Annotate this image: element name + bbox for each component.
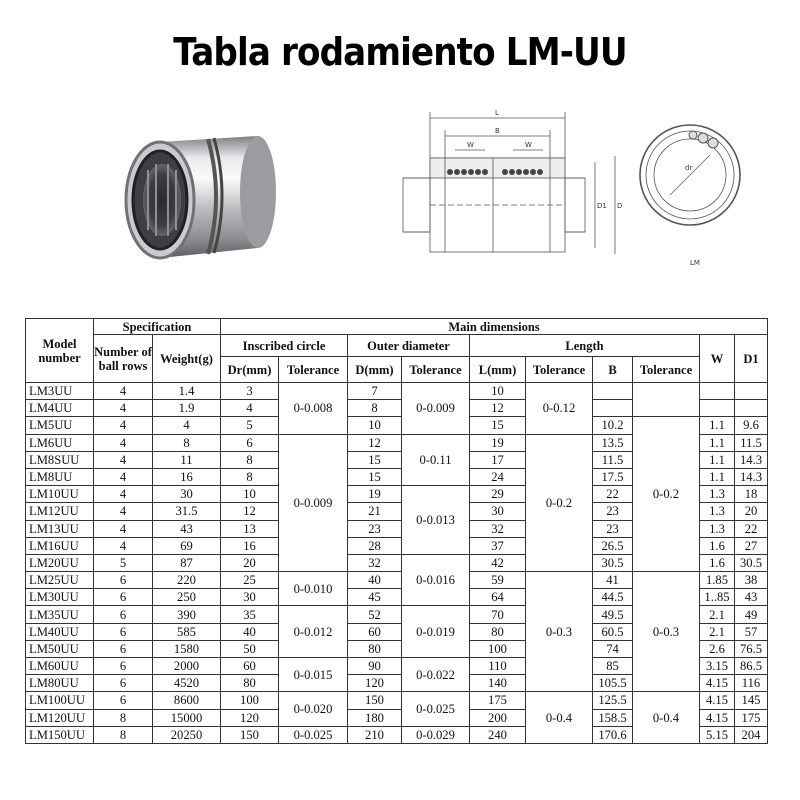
tolerance-d: 0-0.022	[402, 658, 470, 692]
cell-l: 110	[470, 658, 526, 675]
cell-model: LM20UU	[26, 554, 94, 571]
cell-d1: 86.5	[735, 658, 768, 675]
cell-b: 49.5	[593, 606, 633, 623]
cell-d1: 175	[735, 709, 768, 726]
cell-weight: 30	[153, 486, 221, 503]
cell-l: 240	[470, 726, 526, 743]
cell-w: 3.15	[700, 658, 735, 675]
cell-rows: 4	[94, 417, 153, 434]
cell-w: 4.15	[700, 692, 735, 709]
cell-dr: 50	[221, 640, 279, 657]
tolerance-b: 0-0.3	[633, 572, 700, 692]
cell-d1: 57	[735, 623, 768, 640]
cell-model: LM5UU	[26, 417, 94, 434]
cell-w: 2.1	[700, 606, 735, 623]
header-d: D(mm)	[348, 357, 402, 383]
cell-dr: 4	[221, 400, 279, 417]
label-D: D	[617, 202, 623, 210]
cell-weight: 11	[153, 451, 221, 468]
header-length: Length	[470, 335, 700, 357]
cell-rows: 6	[94, 675, 153, 692]
cell-dr: 120	[221, 709, 279, 726]
cell-model: LM60UU	[26, 658, 94, 675]
cell-b: 23	[593, 503, 633, 520]
cell-w: 2.6	[700, 640, 735, 657]
label-W2: W	[525, 141, 532, 149]
cell-rows: 8	[94, 726, 153, 743]
cell-model: LM6UU	[26, 434, 94, 451]
cell-l: 64	[470, 589, 526, 606]
cell-l: 80	[470, 623, 526, 640]
cell-model: LM40UU	[26, 623, 94, 640]
cell-d: 120	[348, 675, 402, 692]
cell-w	[700, 383, 735, 400]
cell-d: 210	[348, 726, 402, 743]
table-row	[26, 417, 768, 434]
cell-d: 19	[348, 486, 402, 503]
cell-d1	[735, 400, 768, 417]
cell-l: 10	[470, 383, 526, 400]
cell-d1: 11.5	[735, 434, 768, 451]
cell-model: LM3UU	[26, 383, 94, 400]
header-ball-rows: Number of ball rows	[94, 335, 153, 383]
cell-b: 13.5	[593, 434, 633, 451]
cell-weight: 8600	[153, 692, 221, 709]
cell-model: LM8UU	[26, 468, 94, 485]
cell-model: LM16UU	[26, 537, 94, 554]
table-row	[26, 692, 768, 709]
cell-d: 90	[348, 658, 402, 675]
cell-dr: 35	[221, 606, 279, 623]
cell-weight: 1.9	[153, 400, 221, 417]
cell-rows: 4	[94, 537, 153, 554]
tolerance-d: 0-0.11	[402, 434, 470, 486]
cell-model: LM80UU	[26, 675, 94, 692]
specification-table-container	[25, 318, 768, 744]
cell-d1: 49	[735, 606, 768, 623]
cell-rows: 4	[94, 383, 153, 400]
cell-b: 22	[593, 486, 633, 503]
cell-dr: 80	[221, 675, 279, 692]
cell-d: 28	[348, 537, 402, 554]
tolerance-dr: 0-0.009	[279, 434, 348, 572]
tolerance-dr: 0-0.015	[279, 658, 348, 692]
cell-d: 80	[348, 640, 402, 657]
cell-rows: 5	[94, 554, 153, 571]
cell-dr: 30	[221, 589, 279, 606]
cell-d1: 43	[735, 589, 768, 606]
header-tolerance-l: Tolerance	[526, 357, 593, 383]
tolerance-dr: 0-0.025	[279, 726, 348, 743]
cell-weight: 4	[153, 417, 221, 434]
cell-model: LM120UU	[26, 709, 94, 726]
cell-d1: 27	[735, 537, 768, 554]
header-weight: Weight(g)	[153, 335, 221, 383]
label-D1: D1	[597, 202, 607, 210]
cell-rows: 4	[94, 434, 153, 451]
tolerance-b: 0-0.2	[633, 417, 700, 572]
cell-l: 19	[470, 434, 526, 451]
cell-rows: 6	[94, 658, 153, 675]
cell-d: 8	[348, 400, 402, 417]
cell-weight: 250	[153, 589, 221, 606]
cell-w: 1.3	[700, 486, 735, 503]
cell-b: 44.5	[593, 589, 633, 606]
cell-l: 17	[470, 451, 526, 468]
cell-w: 1..85	[700, 589, 735, 606]
cell-w: 1.1	[700, 451, 735, 468]
cell-d: 52	[348, 606, 402, 623]
cell-b: 10.2	[593, 417, 633, 434]
cell-model: LM100UU	[26, 692, 94, 709]
cell-d: 10	[348, 417, 402, 434]
header-dr: Dr(mm)	[221, 357, 279, 383]
cell-weight: 43	[153, 520, 221, 537]
cell-model: LM30UU	[26, 589, 94, 606]
cell-dr: 16	[221, 537, 279, 554]
cell-rows: 6	[94, 572, 153, 589]
cell-rows: 4	[94, 468, 153, 485]
cell-l: 175	[470, 692, 526, 709]
cell-weight: 69	[153, 537, 221, 554]
bearing-diagram	[385, 100, 745, 275]
cell-l: 29	[470, 486, 526, 503]
cell-rows: 6	[94, 640, 153, 657]
cell-l: 70	[470, 606, 526, 623]
cell-l: 32	[470, 520, 526, 537]
cell-b: 23	[593, 520, 633, 537]
cell-d1: 20	[735, 503, 768, 520]
cell-weight: 31.5	[153, 503, 221, 520]
cell-weight: 220	[153, 572, 221, 589]
cell-dr: 10	[221, 486, 279, 503]
label-W1: W	[467, 141, 474, 149]
cell-dr: 100	[221, 692, 279, 709]
cell-dr: 13	[221, 520, 279, 537]
tolerance-dr: 0-0.010	[279, 572, 348, 606]
cell-rows: 4	[94, 503, 153, 520]
cell-dr: 150	[221, 726, 279, 743]
cell-weight: 390	[153, 606, 221, 623]
cell-b	[593, 400, 633, 417]
cell-w: 1.6	[700, 554, 735, 571]
cell-d1: 14.3	[735, 468, 768, 485]
cell-w	[700, 400, 735, 417]
cell-dr: 60	[221, 658, 279, 675]
cell-rows: 6	[94, 589, 153, 606]
header-b: B	[593, 357, 633, 383]
cell-dr: 40	[221, 623, 279, 640]
cell-b: 85	[593, 658, 633, 675]
cell-dr: 8	[221, 451, 279, 468]
cell-model: LM50UU	[26, 640, 94, 657]
cell-weight: 1.4	[153, 383, 221, 400]
cell-b: 158.5	[593, 709, 633, 726]
label-L: L	[495, 109, 499, 117]
label-LM: LM	[690, 259, 700, 267]
table-row	[26, 383, 768, 400]
cell-d: 40	[348, 572, 402, 589]
cell-d1: 30.5	[735, 554, 768, 571]
cell-w: 1.1	[700, 434, 735, 451]
bearing-photo	[118, 130, 288, 270]
cell-d: 150	[348, 692, 402, 709]
cell-l: 42	[470, 554, 526, 571]
cell-d1: 116	[735, 675, 768, 692]
cell-l: 24	[470, 468, 526, 485]
cell-b: 30.5	[593, 554, 633, 571]
cell-d: 15	[348, 451, 402, 468]
header-tolerance-b: Tolerance	[633, 357, 700, 383]
cell-d1	[735, 383, 768, 400]
cell-w: 5.15	[700, 726, 735, 743]
cell-weight: 15000	[153, 709, 221, 726]
header-specification: Specification	[94, 319, 221, 335]
cell-l: 15	[470, 417, 526, 434]
tolerance-b: 0-0.4	[633, 692, 700, 744]
cell-rows: 4	[94, 520, 153, 537]
tolerance-d: 0-0.009	[402, 383, 470, 435]
page-title: Tabla rodamiento LM-UU	[173, 30, 627, 74]
cell-b: 170.6	[593, 726, 633, 743]
cell-rows: 8	[94, 709, 153, 726]
cell-w: 1.3	[700, 503, 735, 520]
cell-w: 4.15	[700, 675, 735, 692]
specification-table	[25, 318, 768, 744]
cell-model: LM8SUU	[26, 451, 94, 468]
cell-w: 1.85	[700, 572, 735, 589]
cell-model: LM12UU	[26, 503, 94, 520]
cell-weight: 16	[153, 468, 221, 485]
cell-rows: 6	[94, 623, 153, 640]
cell-b: 11.5	[593, 451, 633, 468]
cell-b: 41	[593, 572, 633, 589]
tolerance-b	[633, 383, 700, 417]
cell-d: 12	[348, 434, 402, 451]
tolerance-l: 0-0.12	[526, 383, 593, 435]
cell-d: 60	[348, 623, 402, 640]
cell-model: LM35UU	[26, 606, 94, 623]
cell-b: 17.5	[593, 468, 633, 485]
cell-b: 26.5	[593, 537, 633, 554]
cell-d: 180	[348, 709, 402, 726]
cell-d1: 18	[735, 486, 768, 503]
header-main-dimensions: Main dimensions	[221, 319, 768, 335]
cell-d1: 22	[735, 520, 768, 537]
header-d1: D1	[735, 335, 768, 383]
header-tolerance-dr: Tolerance	[279, 357, 348, 383]
cell-dr: 12	[221, 503, 279, 520]
cell-weight: 4520	[153, 675, 221, 692]
tolerance-dr: 0-0.012	[279, 606, 348, 658]
cell-model: LM13UU	[26, 520, 94, 537]
cell-l: 100	[470, 640, 526, 657]
header-l: L(mm)	[470, 357, 526, 383]
tolerance-d: 0-0.029	[402, 726, 470, 743]
cell-d: 7	[348, 383, 402, 400]
cell-b: 60.5	[593, 623, 633, 640]
tolerance-d: 0-0.025	[402, 692, 470, 726]
cell-rows: 4	[94, 400, 153, 417]
table-row	[26, 572, 768, 589]
cell-b: 125.5	[593, 692, 633, 709]
cell-b: 105.5	[593, 675, 633, 692]
cell-model: LM4UU	[26, 400, 94, 417]
header-outer-diameter: Outer diameter	[348, 335, 470, 357]
specification-table-body	[26, 383, 768, 744]
cell-w: 1.6	[700, 537, 735, 554]
cell-model: LM10UU	[26, 486, 94, 503]
cell-model: LM25UU	[26, 572, 94, 589]
cell-l: 37	[470, 537, 526, 554]
cell-rows: 4	[94, 451, 153, 468]
cell-d: 15	[348, 468, 402, 485]
cell-dr: 5	[221, 417, 279, 434]
cell-d: 21	[348, 503, 402, 520]
cell-w: 4.15	[700, 709, 735, 726]
label-B: B	[495, 127, 500, 135]
cell-dr: 6	[221, 434, 279, 451]
cell-weight: 1580	[153, 640, 221, 657]
tolerance-l: 0-0.3	[526, 572, 593, 692]
tolerance-d: 0-0.016	[402, 554, 470, 606]
cell-rows: 6	[94, 606, 153, 623]
cell-l: 30	[470, 503, 526, 520]
cell-weight: 87	[153, 554, 221, 571]
cell-l: 200	[470, 709, 526, 726]
cell-b: 74	[593, 640, 633, 657]
cell-d: 32	[348, 554, 402, 571]
cell-l: 140	[470, 675, 526, 692]
tolerance-l: 0-0.4	[526, 692, 593, 744]
cell-weight: 585	[153, 623, 221, 640]
cell-d: 45	[348, 589, 402, 606]
cell-w: 1.1	[700, 468, 735, 485]
cell-rows: 6	[94, 692, 153, 709]
cell-w: 1.1	[700, 417, 735, 434]
tolerance-d: 0-0.019	[402, 606, 470, 658]
cell-d1: 9.6	[735, 417, 768, 434]
tolerance-l: 0-0.2	[526, 434, 593, 572]
cell-w: 1.3	[700, 520, 735, 537]
cell-w: 2.1	[700, 623, 735, 640]
cell-d1: 76.5	[735, 640, 768, 657]
header-inscribed-circle: Inscribed circle	[221, 335, 348, 357]
cell-d: 23	[348, 520, 402, 537]
cell-model: LM150UU	[26, 726, 94, 743]
cell-d1: 145	[735, 692, 768, 709]
cell-l: 59	[470, 572, 526, 589]
cell-d1: 38	[735, 572, 768, 589]
header-w: W	[700, 335, 735, 383]
cell-dr: 8	[221, 468, 279, 485]
cell-weight: 2000	[153, 658, 221, 675]
cell-l: 12	[470, 400, 526, 417]
cell-d1: 14.3	[735, 451, 768, 468]
cell-d1: 204	[735, 726, 768, 743]
tolerance-d: 0-0.013	[402, 486, 470, 555]
cell-dr: 20	[221, 554, 279, 571]
header-model: Model number	[26, 319, 94, 383]
header-tolerance-d: Tolerance	[402, 357, 470, 383]
tolerance-dr: 0-0.020	[279, 692, 348, 726]
cell-dr: 3	[221, 383, 279, 400]
tolerance-dr: 0-0.008	[279, 383, 348, 435]
cell-dr: 25	[221, 572, 279, 589]
cell-b	[593, 383, 633, 400]
label-dr: dr	[685, 164, 693, 172]
cell-weight: 8	[153, 434, 221, 451]
cell-weight: 20250	[153, 726, 221, 743]
cell-rows: 4	[94, 486, 153, 503]
